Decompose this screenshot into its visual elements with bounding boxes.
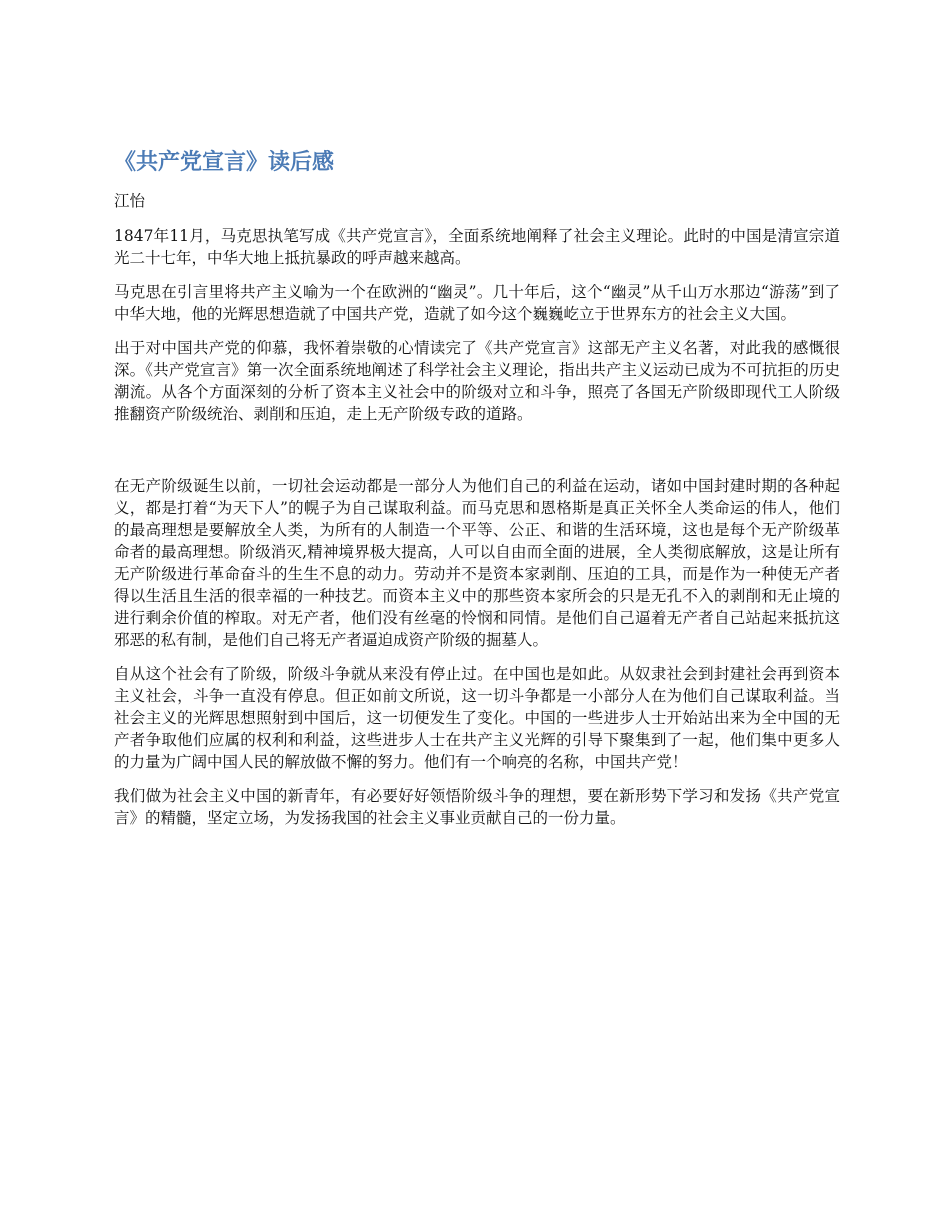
paragraph-4: 在无产阶级诞生以前，一切社会运动都是一部分人为他们自己的利益在运动，诸如中国封建时期的各种起义，都是打着“为天下人”的幌子为自己谋取利益。而马克思和恩格斯是真正关怀全人类命运的伟人，他们的最高理想是要解放全人类，为所有的人制造一个平等、公正、和谐的生活环境，这也是每个无产阶级革命者的最高理想。阶级消灭,精神境界极大提高，人可以自由而全面的进展，全人类彻底解放，这是让所有无产阶级进行革命奋斗的生生不息的动力。劳动并不是资本家剥削、压迫的工具，而是作为一种使无产者得以生活且生活的很幸福的一种技艺。而资本主义中的那些资本家所会的只是无孔不入的剥削和无止境的进行剩余价值的榨取。对无产者，他们没有丝毫的怜悯和同情。是他们自己逼着无产者自己站起来抵抗这邪恶的私有制，是他们自己将无产者逼迫成资产阶级的掘墓人。 <box>114 477 840 649</box>
document-title: 《共产党宣言》读后感 <box>114 150 335 175</box>
paragraph-6: 我们做为社会主义中国的新青年，有必要好好领悟阶级斗争的理想，要在新形势下学习和发扬《共产党宣言》的精髓，坚定立场，为发扬我国的社会主义事业贡献自己的一份力量。 <box>114 787 840 827</box>
document-page <box>114 146 840 841</box>
paragraph-3: 出于对中国共产党的仰慕，我怀着崇敬的心情读完了《共产党宣言》这部无产主义名著，对此我的感慨很深。《共产党宣言》第一次全面系统地阐述了科学社会主义理论，指出共产主义运动已成为不可抗拒的历史潮流。从各个方面深刻的分析了资本主义社会中的阶级对立和斗争，照亮了各国无产阶级即现代工人阶级推翻资产阶级统治、剥削和压迫，走上无产阶级专政的道路。 <box>114 339 840 423</box>
paragraph-5: 自从这个社会有了阶级，阶级斗争就从来没有停止过。在中国也是如此。从奴隶社会到封建社会再到资本主义社会，斗争一直没有停息。但正如前文所说，这一切斗争都是一小部分人在为他们自己谋取利益。当社会主义的光辉思想照射到中国后，这一切便发生了变化。中国的一些进步人士开始站出来为全中国的无产者争取他们应属的权利和利益，这些进步人士在共产主义光辉的引导下聚集到了一起，他们集中更多人的力量为广阔中国人民的解放做不懈的努力。他们有一个响亮的名称，中国共产党！ <box>114 665 840 771</box>
author-name: 江怡 <box>114 192 146 210</box>
paragraph-2: 马克思在引言里将共产主义喻为一个在欧洲的“幽灵”。几十年后，这个“幽灵”从千山万水那边“游荡”到了中华大地，他的光辉思想造就了中国共产党，造就了如今这个巍巍屹立于世界东方的社会主义大国。 <box>114 283 840 323</box>
paragraph-1: 1847年11月，马克思执笔写成《共产党宣言》，全面系统地阐释了社会主义理论。此时的中国是清宣宗道光二十七年，中华大地上抵抗暴政的呼声越来越高。 <box>114 227 840 267</box>
section-gap <box>114 437 840 475</box>
